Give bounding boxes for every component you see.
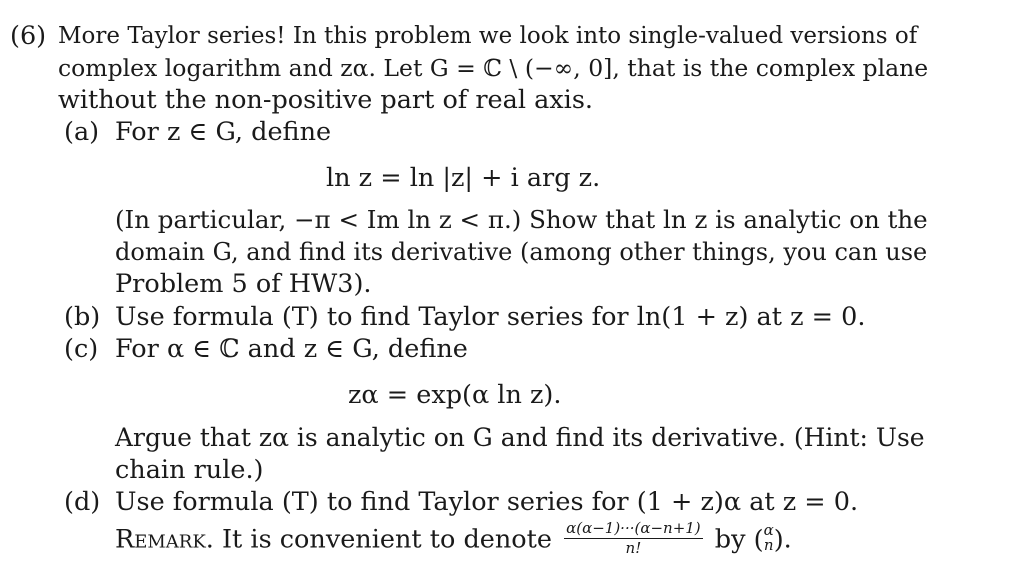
part-b-label: (b) — [64, 302, 101, 332]
binomial-coefficient: ( α n ) — [753, 520, 784, 555]
part-c-label: (c) — [64, 334, 99, 364]
part-d-text: Use formula (T) to find Taylor series for (1 + z)α at z = 0. — [115, 487, 859, 517]
part-c-lead: For α ∈ ℂ and z ∈ G, define — [115, 334, 468, 364]
binom-bottom: n — [763, 535, 774, 554]
part-a-lead: For z ∈ G, define — [115, 117, 332, 147]
part-c-line-2: chain rule.) — [115, 455, 264, 485]
binom-top: α — [763, 520, 774, 539]
part-a-line-3: Problem 5 of HW3). — [115, 269, 372, 299]
part-a-line-2: domain G, and find its derivative (among other things, you can use — [115, 238, 928, 266]
remark-end: . — [783, 524, 792, 555]
remark-by: by — [714, 524, 746, 555]
remark-text: It is convenient to denote — [221, 524, 552, 555]
problem-number: (6) — [10, 21, 47, 51]
part-a-label: (a) — [64, 117, 100, 147]
falling-factorial-fraction — [564, 520, 703, 557]
intro-line-2: complex logarithm and zα. Let G = ℂ \ (−∞, 0], that is the complex plane — [58, 54, 929, 82]
part-a-line-1: (In particular, −π < Im ln z < π.) Show that ln z is analytic on the — [115, 205, 928, 234]
part-b-text: Use formula (T) to find Taylor series for ln(1 + z) at z = 0. — [115, 302, 866, 332]
fraction-numerator: α(α−1)···(α−n+1) — [566, 519, 701, 537]
fraction-denominator: n! — [625, 539, 642, 557]
part-c-line-1: Argue that zα is analytic on G and find its derivative. (Hint: Use — [115, 423, 925, 452]
remark-word: Remark. — [115, 524, 214, 555]
part-c-formula: zα = exp(α ln z). — [348, 380, 562, 410]
part-a-formula: ln z = ln |z| + i arg z. — [326, 163, 601, 193]
intro-line-3: without the non-positive part of real axis. — [58, 85, 594, 115]
remark-line — [115, 519, 792, 559]
part-d-label: (d) — [64, 487, 101, 517]
intro-line-1: More Taylor series! In this problem we look into single-valued versions of — [58, 23, 918, 49]
